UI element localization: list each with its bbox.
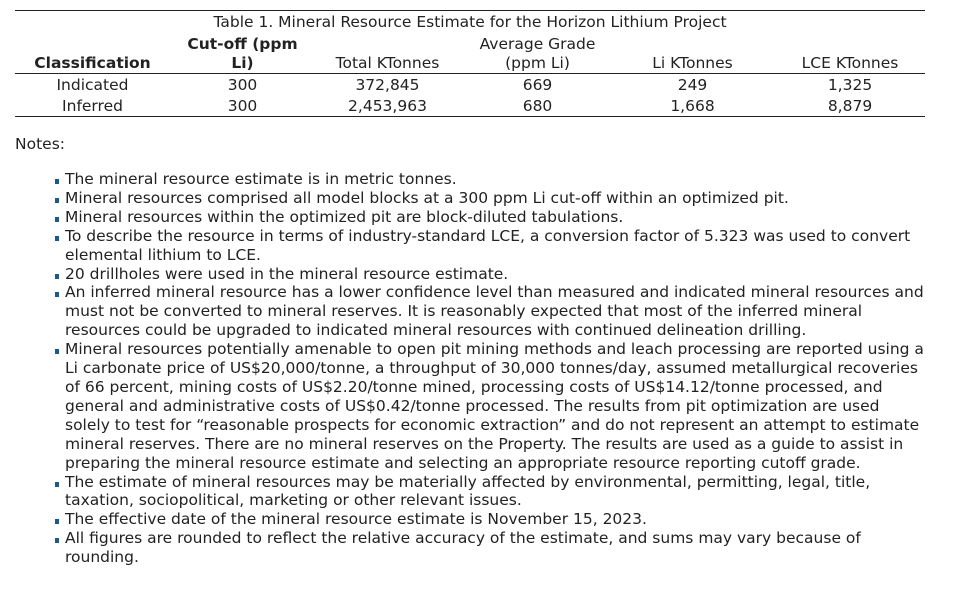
bullet-icon: [55, 198, 59, 203]
list-item: [55, 227, 925, 265]
list-item: [55, 340, 925, 472]
header-lce: LCE KTonnes: [801, 54, 899, 72]
cell-li: 249: [677, 76, 708, 94]
note-text: The estimate of mineral resources may be materially affected by environmental, permitting, legal, title, taxation, sociopolitical, marketing or other relevant issues.: [65, 472, 871, 510]
list-item: [55, 265, 925, 284]
header-total: Total KTonnes: [335, 54, 440, 72]
list-item: [55, 189, 925, 208]
cell-classification: Inferred: [62, 97, 123, 115]
list-item: [55, 510, 925, 529]
note-text: Mineral resources potentially amenable to open pit mining methods and leach processing are reported using a Li carbonate price of US$20,000/tonne, a throughput of 30,000 tonnes/day, assumed metallurgical recoveries of 66 percent, mining costs of US$2.20/tonne mined, processing costs of US$14.12/tonne processed, and general and administrative costs of US$0.42/tonne processed. The results from pit optimization are used solely to test for “reasonable prospects for economic extraction” and do not represent an attempt to estimate mineral reserves. There are no mineral reserves on the Property. The results are used as a guide to assist in preparing the mineral resource estimate and selecting an appropriate resource reporting cutoff grade.: [65, 340, 924, 472]
list-item: [55, 473, 925, 511]
note-text: The mineral resource estimate is in metric tonnes.: [65, 170, 457, 188]
table-top-rule: [15, 10, 925, 11]
cell-cutoff: 300: [227, 76, 258, 94]
note-text: The effective date of the mineral resource estimate is November 15, 2023.: [65, 510, 647, 529]
cell-avg: 680: [522, 97, 553, 115]
bullet-icon: [55, 217, 59, 222]
resource-table: [15, 10, 925, 115]
list-item: [55, 208, 925, 227]
note-text: To describe the resource in terms of industry-standard LCE, a conversion factor of 5.323 was used to convert elemental lithium to LCE.: [65, 226, 911, 264]
header-avg-line2: (ppm Li): [505, 54, 570, 72]
list-item: [55, 283, 925, 340]
notes-list: [55, 170, 925, 567]
cell-total: 2,453,963: [348, 97, 427, 115]
cell-lce: 1,325: [827, 76, 873, 94]
header-avg-line1: Average Grade: [479, 35, 596, 53]
table-header-rule: [15, 73, 925, 74]
cell-cutoff: 300: [227, 97, 258, 115]
note-text: 20 drillholes were used in the mineral resource estimate.: [65, 264, 509, 283]
cell-classification: Indicated: [56, 76, 129, 94]
notes-title: Notes:: [15, 135, 65, 153]
bullet-icon: [55, 236, 59, 241]
note-text: Mineral resources comprised all model blocks at a 300 ppm Li cut-off within an optimized pit.: [65, 188, 789, 207]
table-bottom-rule: [15, 116, 925, 117]
bullet-icon: [55, 482, 59, 487]
header-li: Li KTonnes: [652, 54, 733, 72]
bullet-icon: [55, 292, 59, 297]
bullet-icon: [55, 274, 59, 279]
cell-lce: 8,879: [827, 97, 873, 115]
cell-li: 1,668: [670, 97, 715, 115]
cell-avg: 669: [522, 76, 553, 94]
bullet-icon: [55, 538, 59, 543]
note-text: All figures are rounded to reflect the relative accuracy of the estimate, and sums may vary because of rounding.: [65, 529, 861, 567]
header-classification: Classification: [34, 54, 151, 72]
header-cutoff-line1: Cut-off (ppm: [187, 35, 298, 53]
list-item: [55, 170, 925, 189]
table-caption: Table 1. Mineral Resource Estimate for the Horizon Lithium Project: [213, 13, 727, 31]
bullet-icon: [55, 519, 59, 524]
note-text: An inferred mineral resource has a lower confidence level than measured and indicated mineral resources and must not be converted to mineral reserves. It is reasonably expected that most of the inferred mineral resources could be upgraded to indicated mineral resources with continued delineation drilling.: [65, 283, 924, 340]
cell-total: 372,845: [355, 76, 420, 94]
bullet-icon: [55, 179, 59, 184]
list-item: [55, 529, 925, 567]
bullet-icon: [55, 349, 59, 354]
header-cutoff-line2: Li): [231, 54, 254, 72]
note-text: Mineral resources within the optimized pit are block-diluted tabulations.: [65, 207, 624, 226]
